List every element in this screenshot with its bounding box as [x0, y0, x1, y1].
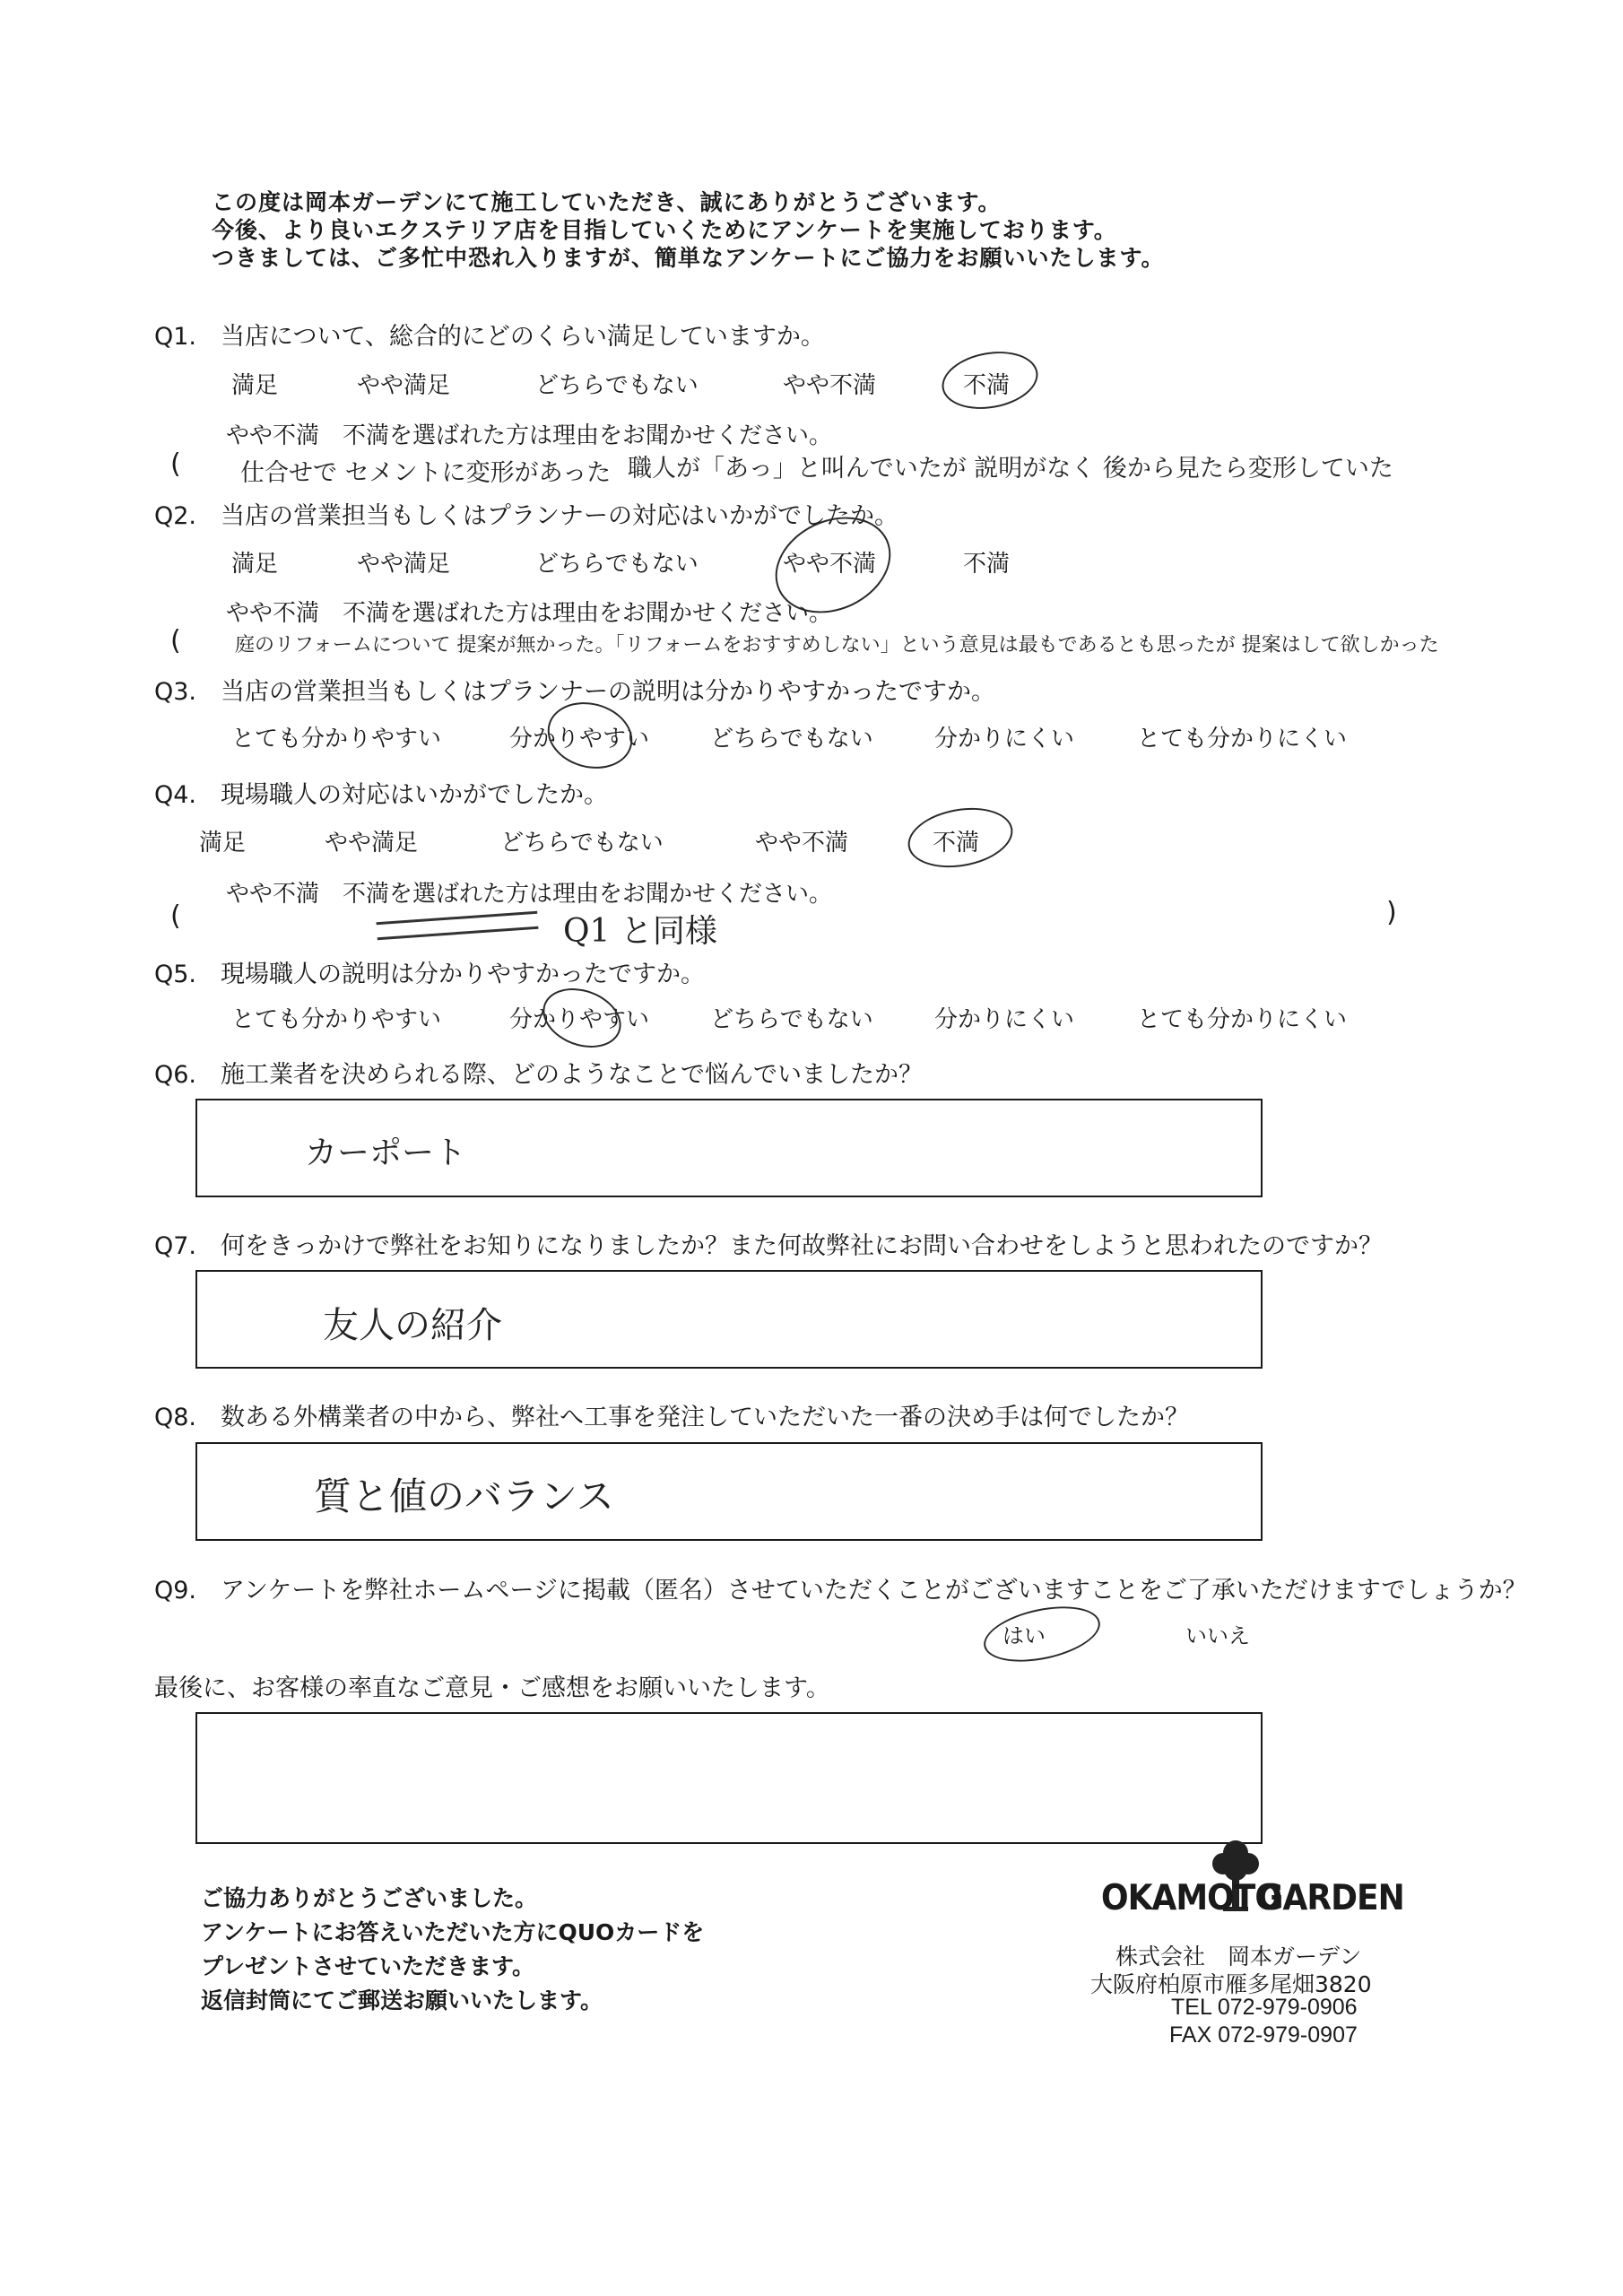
q7-answer-box[interactable] [195, 1270, 1263, 1369]
q2-reason-prompt: やや不満 不満を選ばれた方は理由をお聞かせください。 [226, 600, 833, 627]
q1-option-2[interactable]: やや満足 [357, 372, 451, 399]
logo-text-right: GARDEN [1257, 1877, 1404, 1919]
intro-line-1: この度は岡本ガーデンにて施工していただき、誠にありがとうございます。 [212, 189, 1002, 215]
q3-option-4[interactable]: 分かりにくい [934, 726, 1075, 752]
footer-thanks-line-2: アンケートにお答えいただいた方にQUOカードを [201, 1919, 705, 1945]
q3-option-2[interactable]: 分かりやすい [509, 726, 650, 752]
q7-label: Q7. 何をきっかけで弊社をお知りになりましたか？また何故弊社にお問い合わせをしようと思われたのですか？ [154, 1232, 1384, 1260]
q4-reason-close-paren: ) [1386, 897, 1397, 928]
q2-option-4[interactable]: やや不満 [783, 551, 877, 578]
q2-option-3[interactable]: どちらでもない [535, 551, 699, 578]
q2-option-2[interactable]: やや満足 [357, 551, 451, 578]
q8-label: Q8. 数ある外構業者の中から、弊社へ工事を発注していただいた一番の決め手は何でしたか？ [154, 1404, 1190, 1431]
q5-option-5[interactable]: とても分かりにくい [1137, 1006, 1348, 1033]
q1-reason-prompt: やや不満 不満を選ばれた方は理由をお聞かせください。 [226, 422, 833, 449]
q3-option-1[interactable]: とても分かりやすい [231, 726, 442, 752]
company-fax: FAX 072-979-0907 [1169, 2022, 1358, 2048]
company-name: 株式会社 岡本ガーデン [1115, 1944, 1362, 1970]
q4-label: Q4. 現場職人の対応はいかがでしたか。 [154, 781, 609, 809]
q7-answer-text: 友人の紹介 [323, 1305, 502, 1346]
q4-crossed-out-scribble [377, 911, 539, 941]
q5-selection-circle [534, 978, 629, 1057]
company-address: 大阪府柏原市雁多尾畑3820 [1090, 1971, 1372, 1997]
q9-label: Q9. アンケートを弊社ホームページに掲載（匿名）させていただくことがございますことをご了承いただけますでしょうか？ [154, 1577, 1527, 1605]
q2-option-1[interactable]: 満足 [231, 551, 279, 578]
q9-option-yes[interactable]: はい [1002, 1623, 1046, 1648]
q4-option-1[interactable]: 満足 [199, 830, 247, 857]
q4-reason-text[interactable]: Q1 と同様 [563, 913, 717, 950]
q4-option-5[interactable]: 不満 [933, 830, 980, 857]
q1-reason-text-b[interactable]: 職人が「あっ」と叫んでいたが 説明がなく 後から見たら変形していた [628, 455, 1393, 483]
final-prompt: 最後に、お客様の率直なご意見・ご感想をお願いいたします。 [154, 1674, 830, 1702]
logo-text-left: OKAMOTO [1101, 1877, 1281, 1919]
final-answer-box[interactable] [195, 1712, 1263, 1844]
q4-reason-prompt: やや不満 不満を選ばれた方は理由をお聞かせください。 [226, 881, 833, 908]
q8-answer-text: 質と値のバランス [314, 1474, 614, 1518]
intro-line-2: 今後、より良いエクステリア店を目指していくためにアンケートを実施しております。 [212, 217, 1117, 243]
q9-selection-circle [979, 1597, 1106, 1671]
footer-thanks-line-4: 返信封筒にてご郵送お願いいたします。 [201, 1987, 603, 2013]
intro-line-3: つきましては、ご多忙中恐れ入りますが、簡単なアンケートにご協力をお願いいたします。 [212, 245, 1165, 271]
q4-option-2[interactable]: やや満足 [325, 830, 419, 857]
q2-reason-text[interactable]: 庭のリフォームについて 提案が無かった。「リフォームをおすすめしない」という意見は最もであるとも思ったが 提案はして欲しかった [235, 634, 1439, 657]
q3-option-3[interactable]: どちらでもない [710, 726, 873, 752]
q6-answer-text: カーポート [305, 1135, 467, 1171]
footer-thanks-line-1: ご協力ありがとうございました。 [201, 1885, 538, 1911]
company-tel: TEL 072-979-0906 [1171, 1995, 1358, 2020]
q4-reason-open-paren: ( [170, 900, 181, 932]
q4-option-4[interactable]: やや不満 [755, 830, 849, 857]
q1-reason-open-paren: ( [170, 448, 181, 480]
q4-option-3[interactable]: どちらでもない [500, 830, 664, 857]
q9-option-no[interactable]: いいえ [1185, 1623, 1250, 1648]
q1-reason-text-a[interactable]: 仕合せで セメントに変形があった [240, 459, 612, 487]
q5-label: Q5. 現場職人の説明は分かりやすかったですか。 [154, 961, 706, 988]
q1-option-4[interactable]: やや不満 [783, 372, 877, 399]
q3-option-5[interactable]: とても分かりにくい [1137, 726, 1348, 752]
q2-reason-open-paren: ( [170, 625, 181, 657]
q1-selection-circle [937, 344, 1042, 416]
footer-thanks-line-3: プレゼントさせていただきます。 [201, 1953, 535, 1979]
q5-option-2[interactable]: 分かりやすい [509, 1006, 650, 1033]
q1-option-1[interactable]: 満足 [231, 372, 279, 399]
q6-answer-box[interactable] [195, 1099, 1263, 1197]
q5-option-3[interactable]: どちらでもない [710, 1006, 873, 1033]
q1-option-5[interactable]: 不満 [963, 372, 1011, 399]
q5-option-4[interactable]: 分かりにくい [934, 1006, 1075, 1033]
q4-selection-circle [903, 800, 1017, 875]
q3-label: Q3. 当店の営業担当もしくはプランナーの説明は分かりやすかったですか。 [154, 678, 996, 706]
q1-option-3[interactable]: どちらでもない [535, 372, 699, 399]
q5-option-1[interactable]: とても分かりやすい [231, 1006, 442, 1033]
q2-label: Q2. 当店の営業担当もしくはプランナーの対応はいかがでしたか。 [154, 502, 899, 530]
q2-option-5[interactable]: 不満 [963, 551, 1011, 578]
q8-answer-box[interactable] [195, 1442, 1263, 1541]
q6-label: Q6. 施工業者を決められる際、どのようなことで悩んでいましたか？ [154, 1061, 924, 1089]
q1-label: Q1. 当店について、総合的にどのくらい満足していますか。 [154, 323, 825, 351]
company-logo [1101, 1837, 1404, 1919]
